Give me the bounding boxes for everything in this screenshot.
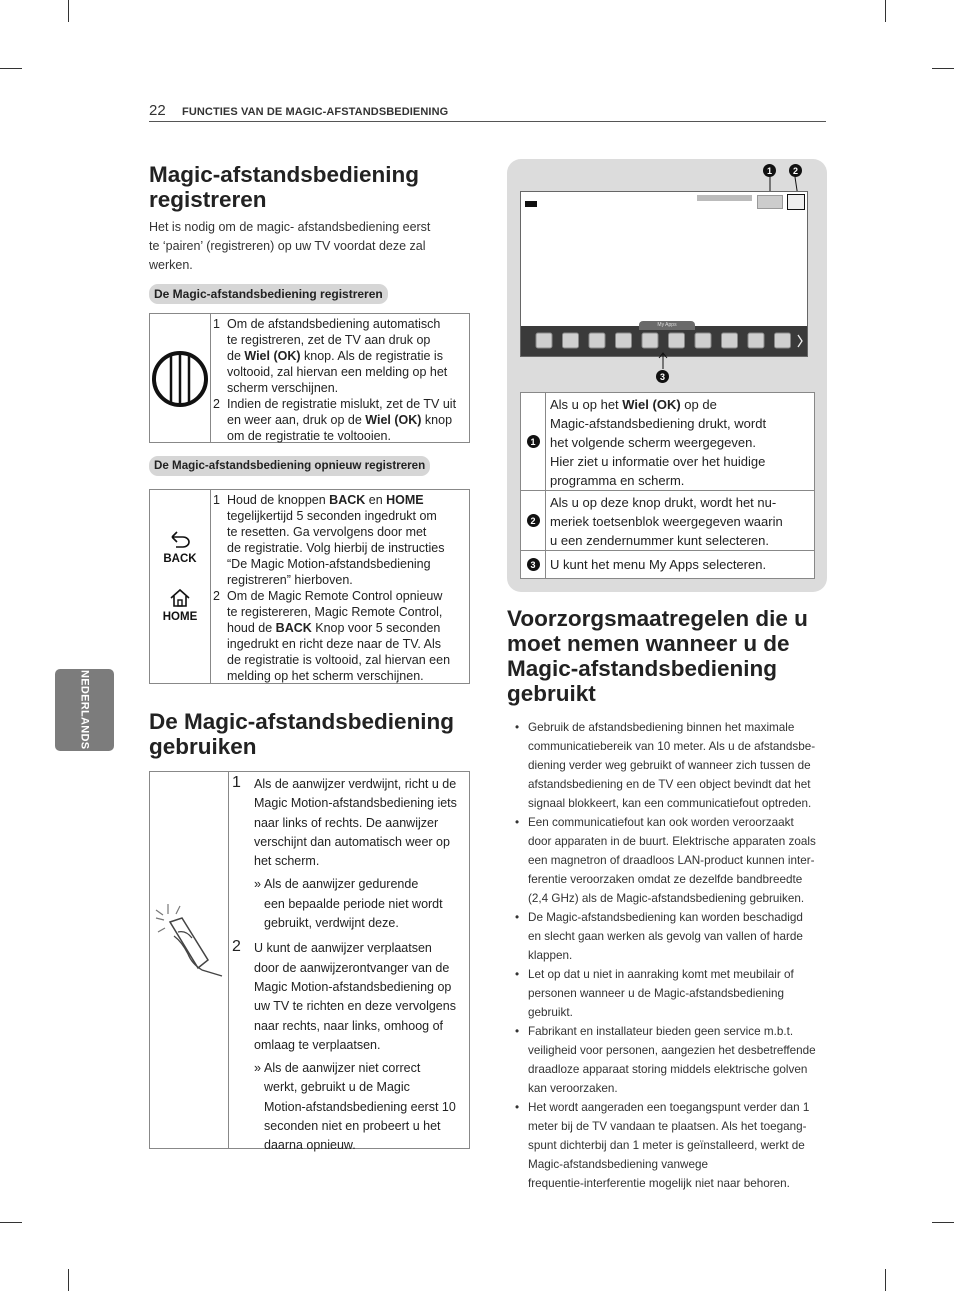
table-row — [521, 491, 814, 551]
my-apps-label: My Apps — [657, 322, 677, 328]
register-heading: Magic-afstandsbediening registreren — [149, 162, 420, 212]
use-box — [149, 771, 470, 1153]
page-number: 22 — [149, 102, 166, 119]
crop-mark — [0, 1222, 22, 1223]
row-marker: 3 — [527, 558, 540, 571]
reregister-box — [149, 489, 470, 684]
pointing-remote-icon — [152, 898, 226, 978]
callout-2: 2 — [789, 164, 802, 177]
crop-mark — [932, 1222, 954, 1223]
info-button[interactable] — [757, 195, 783, 209]
row-text: Als u op deze knop drukt, wordt het nu- meriek toetsenblok weergegeven waarin u een zendernummer kunt selecteren. — [550, 495, 783, 548]
app-icon[interactable] — [589, 333, 605, 348]
step-item: 2 U kunt de aanwijzer verplaatsen door de aanwijzerontvanger van de Magic Motion-afstandsbediening op uw TV te richten en deze vervolgens naar rechts, naar links, omhoog of omlaag te verplaatsen. — [232, 938, 456, 1052]
chevron-right-icon[interactable] — [798, 335, 802, 347]
step-item: 1 Houd de knoppen BACK en HOME tegelijkertijd 5 seconden ingedrukt om te resetten. Ga vervolgens door met de registratie. Volg hierbij de instructies “De Magic Motion-afstandsbediening registreren” hierboven. — [213, 493, 445, 587]
crop-mark — [885, 0, 886, 22]
icon-cell — [150, 772, 229, 1148]
callout-1: 1 — [763, 164, 776, 177]
list-item: • De Magic-afstandsbediening kan worden beschadigd en slecht gaan werken als gevolg van vallen of harde klappen. — [515, 911, 803, 962]
app-icon[interactable] — [669, 333, 685, 348]
list-item: • Fabrikant en installateur bieden geen service m.b.t. veiligheid voor personen, aangezien het desbetreffende draadloze apparaat storing middels elektrische golven kan veroorzaken. — [515, 1025, 816, 1095]
table-row — [521, 551, 814, 578]
crop-mark — [0, 68, 22, 69]
section-title: FUNCTIES VAN DE MAGIC-AFSTANDSBEDIENING — [182, 106, 449, 118]
number-pad-button[interactable] — [787, 194, 805, 210]
app-icon[interactable] — [642, 333, 658, 348]
wheel-button-icon — [150, 314, 210, 442]
register-steps — [211, 316, 467, 444]
callout-3: 3 — [656, 370, 669, 383]
crop-mark — [932, 68, 954, 69]
list-item: • Het wordt aangeraden een toegangspunt verder dan 1 meter bij de TV vandaan te plaatsen. Als het toegang- spunt dichterbij dan 1 meter is geïnstalleerd, werkt de Magic-afstandsbediening vanwege frequentie-interferentie mogelijk niet naar behoren. — [515, 1101, 810, 1190]
step-item: 1 Als de aanwijzer verdwijnt, richt u de Magic Motion-afstandsbediening iets naar links of rechts. De aanwijzer verschijnt dan automatisch weer op het scherm. — [232, 774, 457, 869]
step-item: 1 Om de afstandsbediening automatisch te registreren, zet de TV aan druk op de Wiel (OK) knop. Als de registratie is voltooid, zal hiervan een melding op het scherm verschijnen. — [213, 317, 448, 395]
note-item: » Als de aanwijzer niet correct werkt, gebruikt u de Magic Motion-afstandsbediening eerst 10 seconden niet en probeert u het daarna opnieuw. — [254, 1061, 456, 1153]
language-tab — [55, 669, 114, 751]
page-header — [149, 104, 826, 122]
program-info-bar — [697, 195, 752, 201]
reregister-steps — [211, 492, 467, 684]
language-tab-label: NEDERLANDS — [78, 670, 91, 750]
list-item: • Gebruik de afstandsbediening binnen het maximale communicatiebereik van 10 meter. Als u de afstandsbe- diening verder weg gebruikt of wanneer zich tussen de afstandsbediening en de TV een object bevindt dat het signaal blokkeert, kan een communicatiefout optreden. — [515, 721, 816, 810]
row-text: U kunt het menu My Apps selecteren. — [550, 557, 767, 572]
list-item: • Let op dat u niet in aanraking komt met meubilair of personen wanneer u de Magic-afstandsbediening gebruikt. — [515, 968, 794, 1019]
use-heading: De Magic-afstandsbediening gebruiken — [149, 709, 455, 759]
callout-table — [520, 392, 815, 579]
icon-cell — [150, 490, 211, 683]
step-item: 2 Indien de registratie mislukt, zet de TV uit en weer aan, druk op de Wiel (OK) knop om de registratie te voltooien. — [213, 397, 457, 443]
crop-mark — [885, 1269, 886, 1291]
callout-line-3 — [657, 352, 669, 370]
list-item: • Een communicatiefout kan ook worden veroorzaakt door apparaten in de buurt. Elektrische apparaten zoals een magnetron of draadloos LAN-product kunnen inter- ferentie veroorzaken omdat ze dezelfde bandbreedte (2,4 GHz) als de Magic-afstandsbediening gebruiken. — [515, 816, 816, 905]
app-icon[interactable] — [775, 333, 791, 348]
register-intro: Het is nodig om de magic- afstandsbediening eerst te ‘pairen’ (registreren) op uw TV voordat deze zal werken. — [149, 220, 431, 272]
home-label: HOME — [162, 611, 198, 623]
channel-indicator — [525, 201, 537, 207]
note-item: » Als de aanwijzer gedurende een bepaalde periode niet wordt gebruikt, verdwijnt deze. — [254, 877, 443, 931]
register-box — [149, 313, 470, 443]
row-marker: 1 — [527, 435, 540, 448]
precautions-heading: Voorzorgsmaatregelen die u moet nemen wanneer u de Magic-afstandsbediening gebruikt — [507, 606, 808, 706]
crop-mark — [68, 1269, 69, 1291]
app-icon[interactable] — [536, 333, 552, 348]
back-icon — [168, 530, 192, 548]
app-icon[interactable] — [616, 333, 632, 348]
use-steps — [229, 775, 467, 1162]
crop-mark — [68, 0, 69, 22]
app-icon[interactable] — [748, 333, 764, 348]
back-label: BACK — [163, 553, 197, 565]
app-icon[interactable] — [722, 333, 738, 348]
app-icon[interactable] — [563, 333, 579, 348]
reregister-subheading: De Magic-afstandsbediening opnieuw registreren — [149, 456, 430, 476]
row-marker: 2 — [527, 514, 540, 527]
step-item: 2 Om de Magic Remote Control opnieuw te registereren, Magic Remote Control, houd de BACK Knop voor 5 seconden ingedrukt en richt deze naar de TV. Als de registratie is voltooid, zal hiervan een melding op het scherm verschijnen. — [213, 589, 451, 683]
precautions-list — [513, 718, 818, 1193]
table-row — [521, 393, 814, 491]
app-icon[interactable] — [695, 333, 711, 348]
home-icon — [169, 588, 191, 608]
row-text: Als u op het Wiel (OK) op de Magic-afstandsbediening drukt, wordt het volgende scherm weergegeven. Hier ziet u informatie over het huidige programma en scherm. — [550, 397, 767, 488]
register-subheading: De Magic-afstandsbediening registreren — [149, 284, 388, 304]
icon-cell — [150, 314, 211, 442]
